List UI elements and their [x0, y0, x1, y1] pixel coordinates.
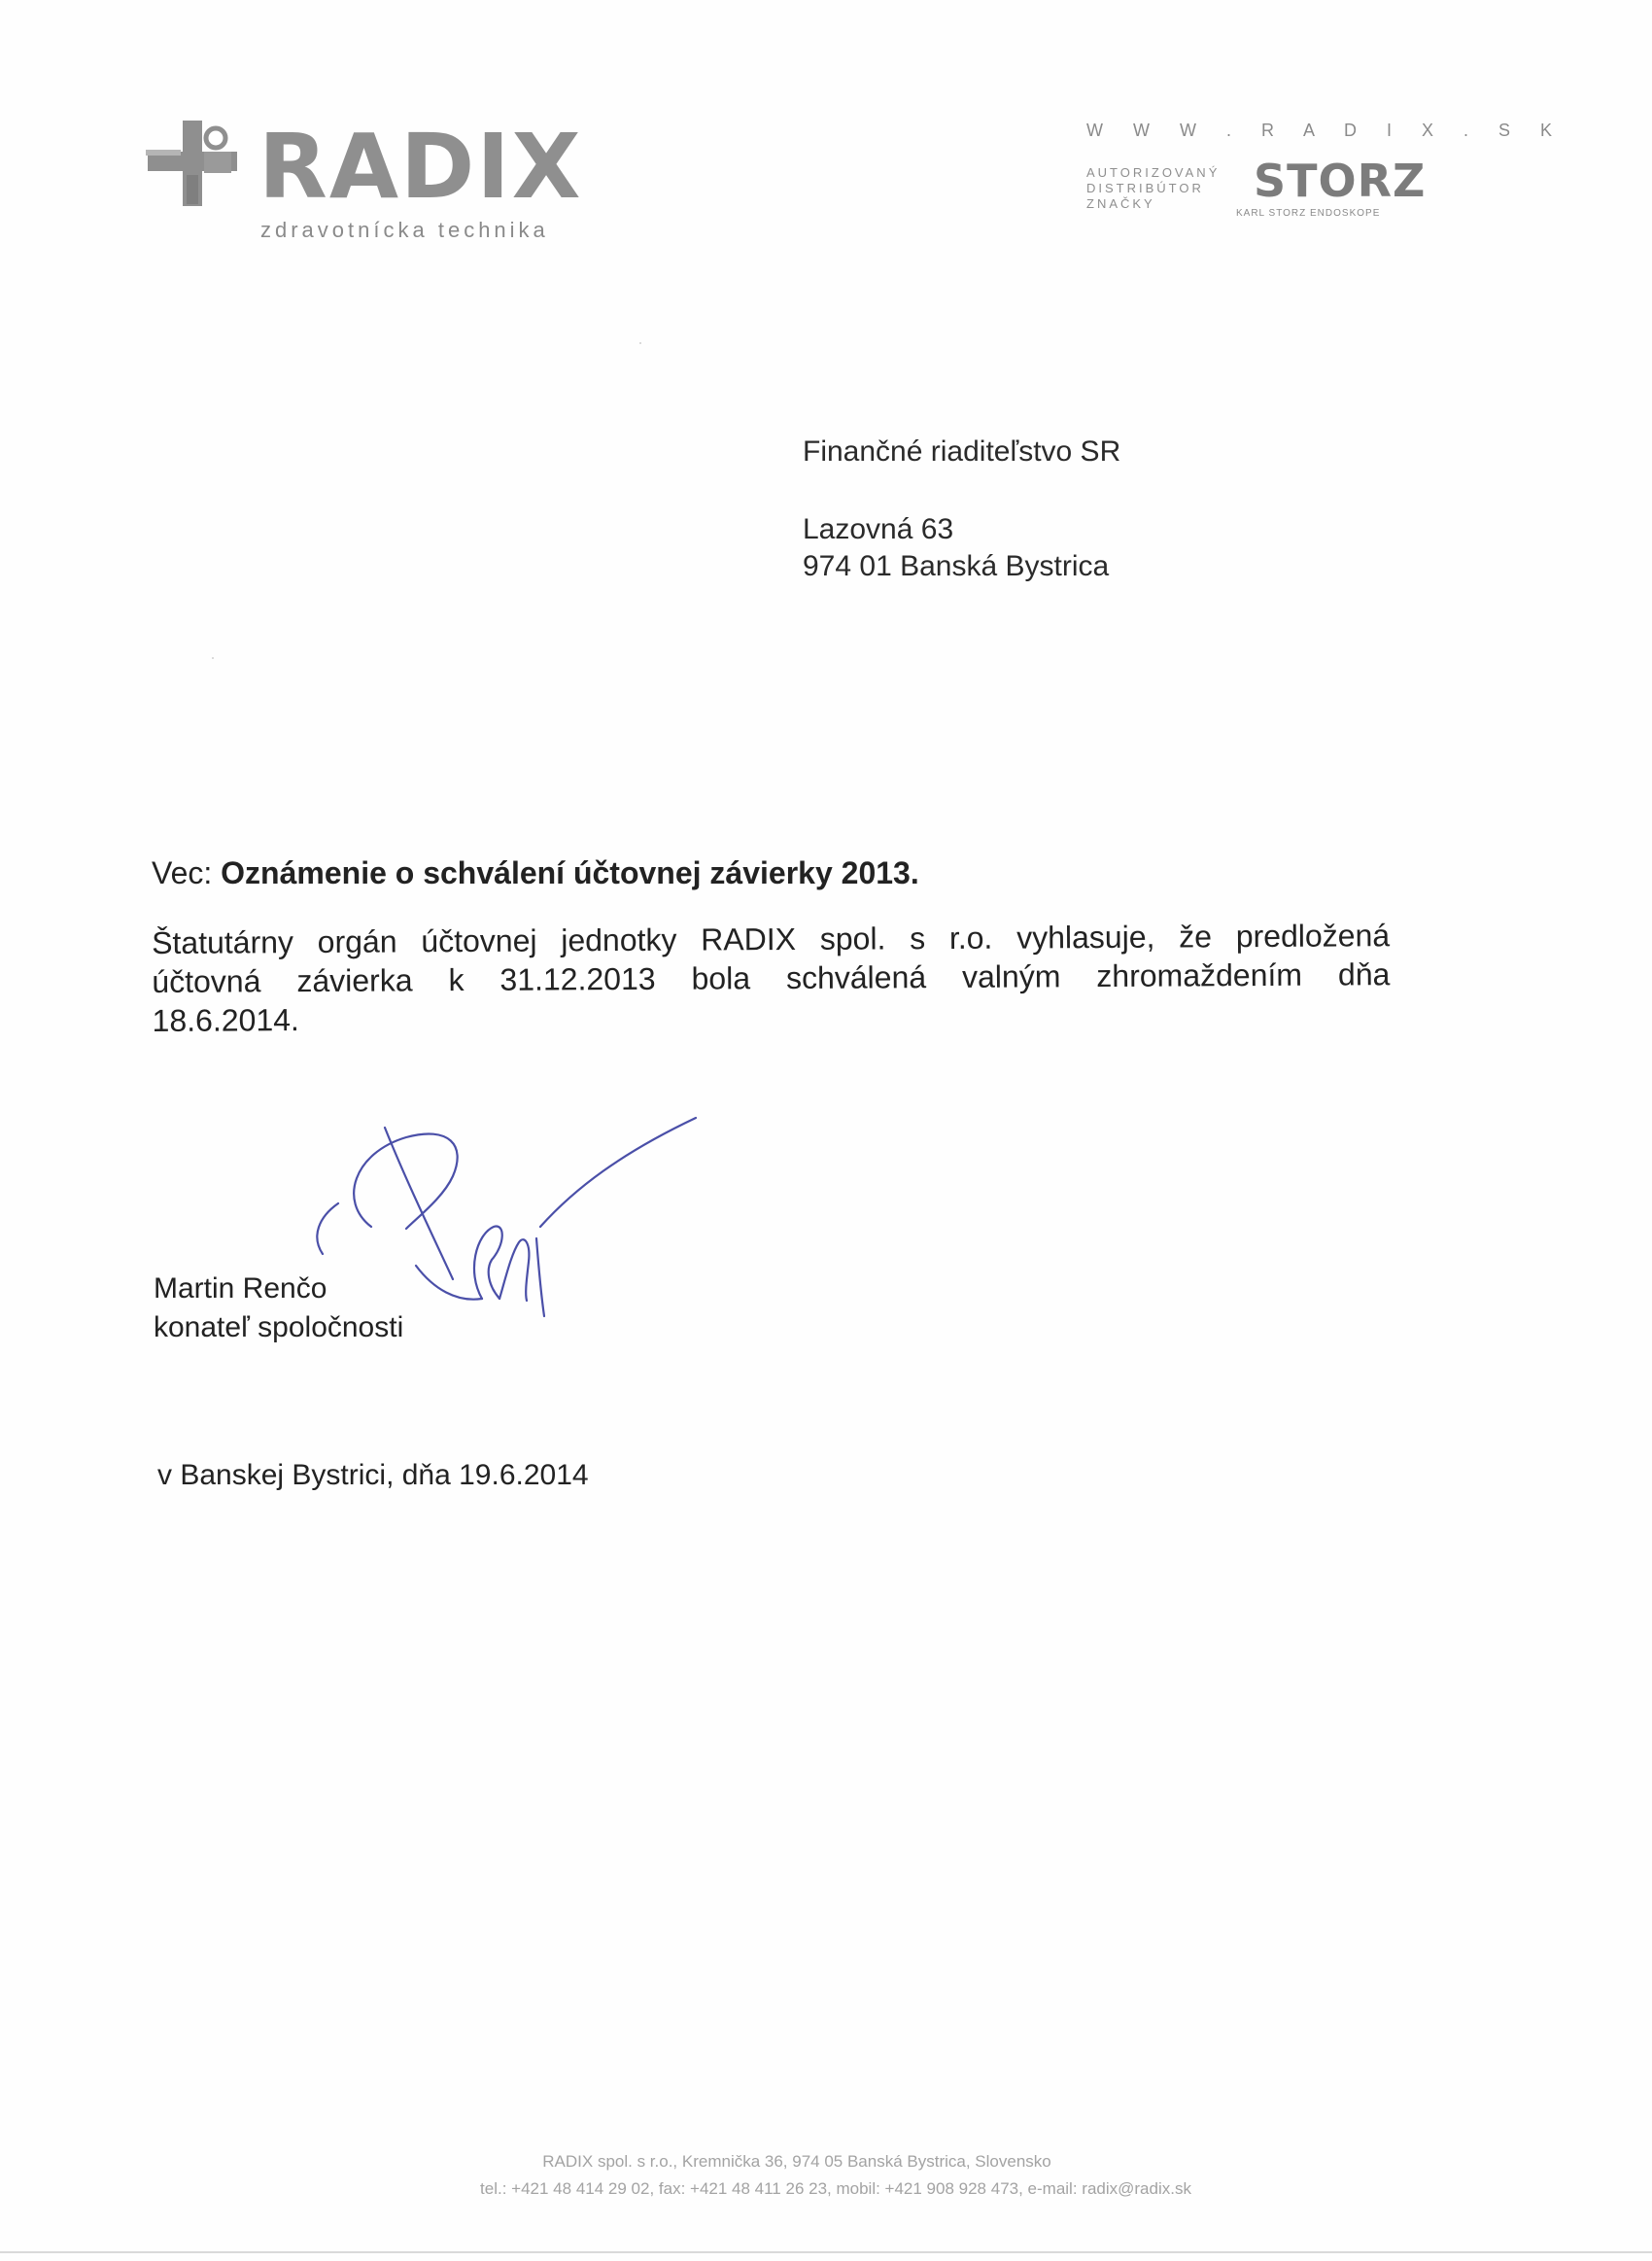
logo-wordmark: RADIX — [258, 115, 583, 219]
distributor-line: ZNAČKY — [1086, 196, 1155, 211]
footer-contacts: tel.: +421 48 414 29 02, fax: +421 48 411 26 23, mobil: +421 908 928 473, e-mail: radix@radix.sk — [480, 2179, 1191, 2198]
place-and-date: v Banskej Bystrici, dňa 19.6.2014 — [157, 1459, 589, 1491]
company-footer — [0, 2148, 1652, 2203]
logo-tagline: zdravotnícka technika — [260, 218, 549, 242]
body-paragraph — [152, 916, 1391, 1040]
radix-logo — [144, 115, 583, 251]
signer-name: Martin Renčo — [154, 1272, 327, 1304]
distributor-line: DISTRIBÚTOR — [1086, 181, 1204, 195]
medical-cross-icon — [144, 115, 241, 212]
footer-address: RADIX spol. s r.o., Kremnička 36, 974 05 Banská Bystrica, Slovensko — [542, 2152, 1051, 2171]
storz-subline: KARL STORZ ENDOSKOPE — [1236, 208, 1381, 219]
scan-edge-line — [0, 2251, 1652, 2253]
storz-logo — [1226, 155, 1427, 224]
subject-label: Vec: — [152, 855, 222, 890]
distributor-line: AUTORIZOVANÝ — [1086, 165, 1221, 180]
subject-line — [152, 853, 919, 892]
addressee-name: Finančné riaditeľstvo SR — [803, 435, 1121, 468]
storz-wordmark: STORZ — [1254, 155, 1427, 207]
authorized-distributor-label — [1086, 165, 1232, 212]
addressee-block — [803, 434, 1120, 585]
subject-text: Oznámenie o schválení účtovnej závierky 2013. — [221, 855, 919, 890]
scan-speck — [639, 342, 641, 344]
addressee-street: Lazovná 63 — [803, 513, 954, 545]
body-line: účtovná závierka k 31.12.2013 bola schválená valným zhromaždením dňa — [152, 957, 1391, 999]
body-line: Štatutárny orgán účtovnej jednotky RADIX spol. s r.o. vyhlasuje, že predložená — [152, 918, 1391, 960]
signer-role: konateľ spoločnosti — [154, 1311, 404, 1343]
signer-block — [154, 1270, 403, 1347]
scan-speck — [212, 657, 214, 659]
website-address: W W W . R A D I X . S K — [1086, 121, 1566, 140]
addressee-city: 974 01 Banská Bystrica — [803, 550, 1110, 582]
body-line: 18.6.2014. — [152, 1002, 299, 1038]
